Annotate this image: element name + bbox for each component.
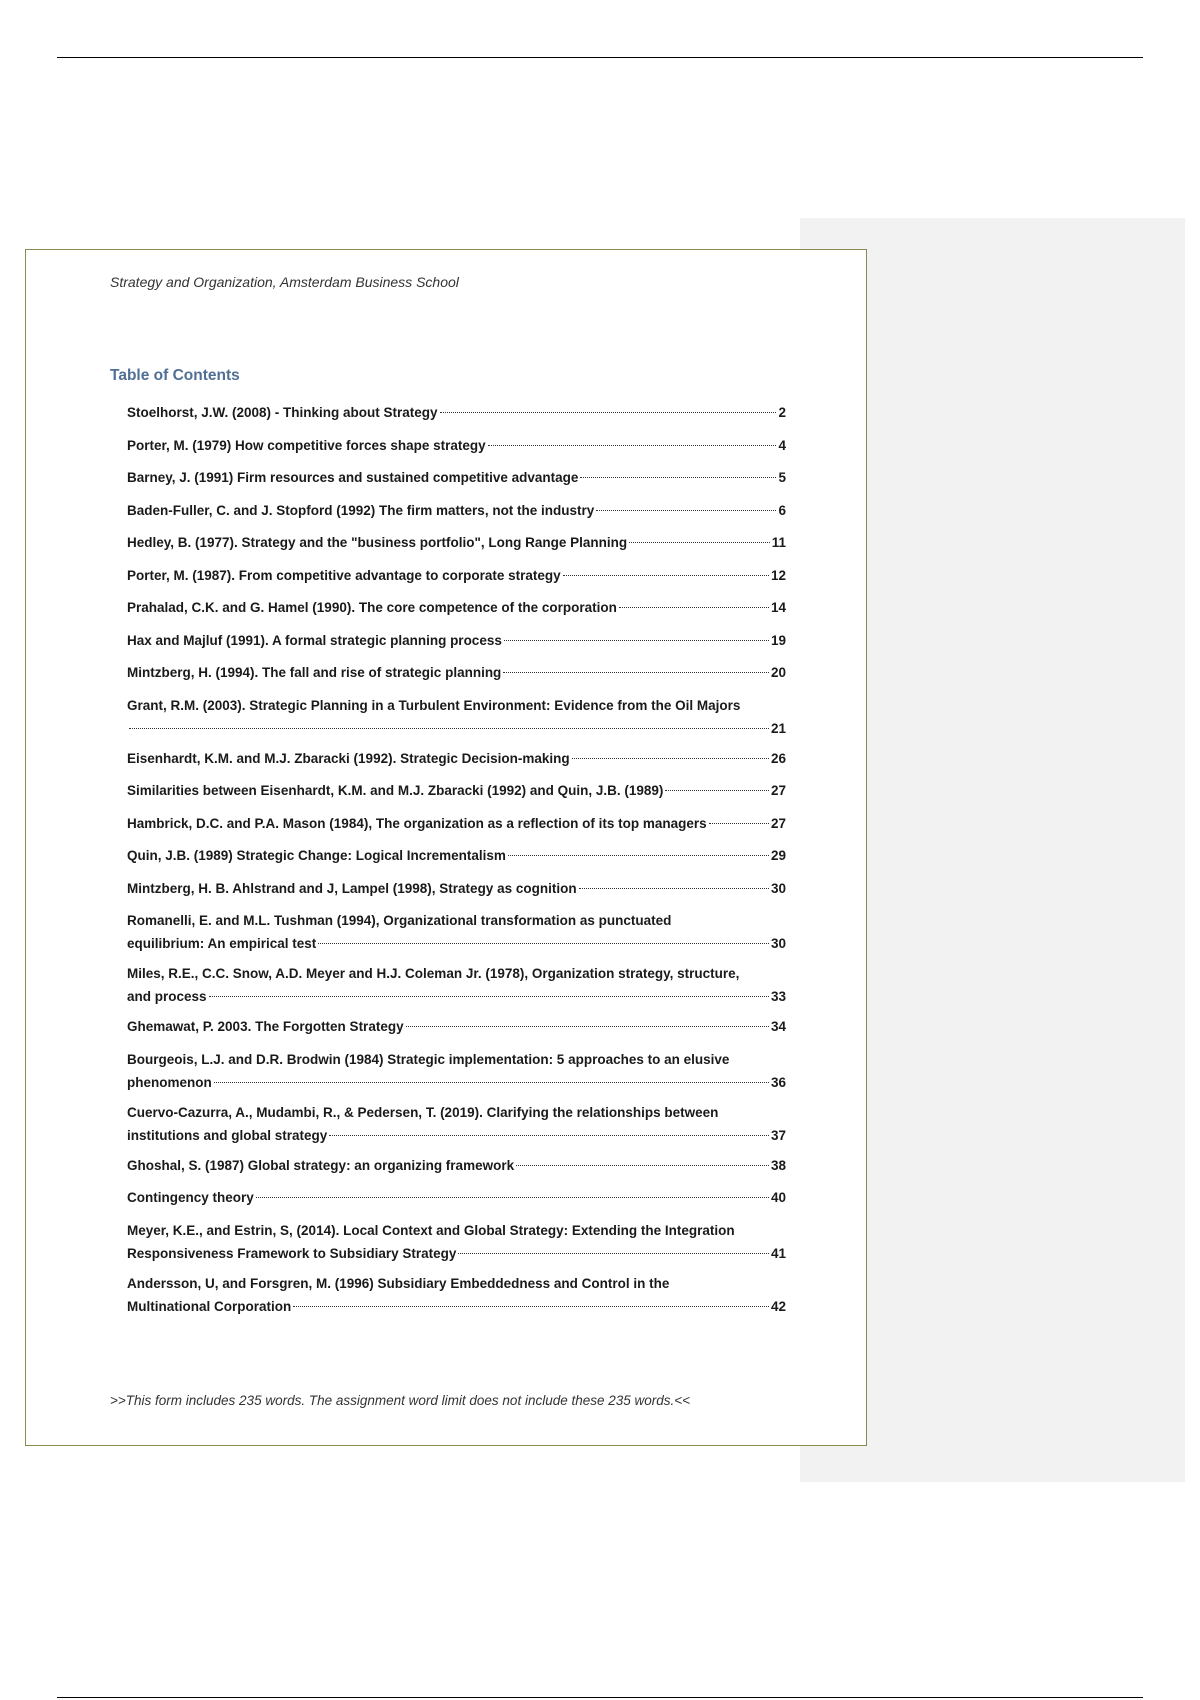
toc-entry-title: Responsiveness Framework to Subsidiary Strategy	[127, 1245, 457, 1261]
toc-entry-title: Hambrick, D.C. and P.A. Mason (1984), The organization as a reflection of its top managers	[127, 815, 707, 831]
toc-leader-dots	[318, 943, 769, 944]
toc-entry[interactable]	[127, 779, 786, 802]
toc-entry-line	[127, 844, 786, 867]
toc-page-number: 6	[778, 502, 786, 518]
toc-entry-line	[127, 466, 786, 489]
toc-leader-dots	[440, 412, 777, 413]
toc-leader-dots	[579, 888, 769, 889]
toc-leader-dots	[709, 823, 769, 824]
toc-entry-title-line1: Grant, R.M. (2003). Strategic Planning in a Turbulent Environment: Evidence from the Oil Majors	[127, 697, 741, 713]
toc-page-number: 14	[770, 600, 786, 615]
toc-entry-line	[127, 1015, 786, 1038]
toc-entry-line	[127, 779, 786, 802]
toc-entry[interactable]	[127, 596, 786, 619]
toc-entry-title: Prahalad, C.K. and G. Hamel (1990). The core competence of the corporation	[127, 600, 617, 615]
toc-entry-title-line1: Cuervo-Cazurra, A., Mudambi, R., & Pedersen, T. (2019). Clarifying the relationships between	[127, 1104, 719, 1120]
toc-page-number: 5	[778, 470, 786, 485]
toc-page-number: 11	[771, 535, 786, 550]
toc-page-number: 34	[770, 1019, 786, 1034]
toc-entry-title: Contingency theory	[127, 1190, 254, 1205]
toc-entry-title: and process	[127, 989, 207, 1004]
toc-leader-dots	[563, 575, 769, 576]
toc-title: Table of Contents	[110, 367, 240, 384]
toc-entry-title: phenomenon	[127, 1074, 212, 1090]
toc-entry[interactable]	[127, 1015, 786, 1038]
top-rule	[57, 57, 1143, 58]
toc-entry-line	[127, 629, 786, 652]
toc-leader-dots	[329, 1135, 769, 1136]
toc-entry-title: Porter, M. (1987). From competitive advantage to corporate strategy	[127, 567, 561, 583]
word-count-note: >>This form includes 235 words. The assignment word limit does not include these 235 words.<<	[110, 1393, 691, 1408]
toc-leader-dots	[504, 640, 769, 641]
toc-entry[interactable]	[127, 531, 786, 554]
toc-entry[interactable]	[127, 434, 786, 457]
toc-entry-title: Stoelhorst, J.W. (2008) - Thinking about Strategy	[127, 405, 438, 420]
toc-entry-title: Mintzberg, H. B. Ahlstrand and J, Lampel (1998), Strategy as cognition	[127, 880, 577, 896]
toc-entry-title-line1: Meyer, K.E., and Estrin, S, (2014). Local Context and Global Strategy: Extending the Integration	[127, 1222, 735, 1238]
toc-entry[interactable]	[127, 877, 786, 900]
toc-entry-line	[127, 1242, 786, 1265]
toc-entry-title: Baden-Fuller, C. and J. Stopford (1992) The firm matters, not the industry	[127, 502, 595, 518]
toc-entry-title: Eisenhardt, K.M. and M.J. Zbaracki (1992). Strategic Decision-making	[127, 750, 570, 766]
toc-list	[127, 401, 786, 1325]
toc-page-number: 4	[778, 437, 786, 453]
toc-page-number: 30	[770, 936, 786, 951]
toc-entry-title: equilibrium: An empirical test	[127, 936, 317, 951]
toc-entry[interactable]	[127, 564, 786, 587]
toc-entry-line	[127, 1186, 786, 1209]
toc-leader-dots	[488, 445, 777, 446]
toc-entry-title: Quin, J.B. (1989) Strategic Change: Logical Incrementalism	[127, 848, 506, 863]
toc-entry-title: institutions and global strategy	[127, 1127, 328, 1143]
toc-entry[interactable]	[127, 466, 786, 489]
toc-entry-line	[127, 1154, 786, 1177]
toc-entry-line	[127, 1071, 786, 1094]
toc-leader-dots	[129, 728, 769, 729]
toc-page-number: 30	[770, 880, 786, 896]
toc-entry-title-line1: Miles, R.E., C.C. Snow, A.D. Meyer and H.J. Coleman Jr. (1978), Organization strategy, structure,	[127, 966, 740, 981]
toc-page-number: 36	[770, 1074, 786, 1090]
toc-page-number: 20	[770, 665, 786, 680]
toc-entry-line	[127, 985, 786, 1008]
toc-leader-dots	[619, 607, 769, 608]
toc-entry[interactable]	[127, 1048, 786, 1094]
toc-page-number: 27	[770, 815, 786, 831]
toc-page-number: 42	[770, 1298, 786, 1314]
toc-entry[interactable]	[127, 1219, 786, 1265]
toc-entry-title: Similarities between Eisenhardt, K.M. and M.J. Zbaracki (1992) and Quin, J.B. (1989)	[127, 783, 664, 798]
running-header: Strategy and Organization, Amsterdam Business School	[110, 274, 459, 290]
toc-leader-dots	[508, 855, 769, 856]
toc-entry-title: Hax and Majluf (1991). A formal strategic planning process	[127, 632, 502, 648]
toc-entry[interactable]	[127, 661, 786, 684]
toc-page-number: 33	[770, 989, 786, 1004]
toc-entry-line	[127, 1295, 786, 1318]
toc-entry-title: Hedley, B. (1977). Strategy and the "business portfolio", Long Range Planning	[127, 535, 628, 550]
toc-entry-line	[127, 932, 786, 955]
toc-entry-line	[127, 812, 786, 835]
toc-leader-dots	[293, 1306, 769, 1307]
toc-entry[interactable]	[127, 747, 786, 770]
toc-leader-dots	[516, 1165, 769, 1166]
toc-entry-title-line1: Bourgeois, L.J. and D.R. Brodwin (1984) Strategic implementation: 5 approaches to an elusive	[127, 1051, 730, 1067]
toc-page-number: 12	[770, 567, 786, 583]
toc-leader-dots	[214, 1082, 769, 1083]
toc-entry-line	[127, 717, 786, 740]
toc-page-number: 2	[778, 405, 786, 420]
toc-entry-line	[127, 401, 786, 424]
toc-entry[interactable]	[127, 401, 786, 424]
toc-entry-title-line1: Romanelli, E. and M.L. Tushman (1994), Organizational transformation as punctuated	[127, 913, 672, 928]
toc-page-number: 27	[770, 783, 786, 798]
toc-entry-title-line1: Andersson, U, and Forsgren, M. (1996) Subsidiary Embeddedness and Control in the	[127, 1275, 670, 1291]
bottom-rule	[57, 1697, 1143, 1698]
toc-entry-title: Barney, J. (1991) Firm resources and sustained competitive advantage	[127, 470, 579, 485]
toc-page-number: 21	[770, 720, 786, 736]
toc-entry-title: Ghemawat, P. 2003. The Forgotten Strategy	[127, 1019, 404, 1034]
toc-leader-dots	[572, 758, 769, 759]
toc-entry[interactable]	[127, 499, 786, 522]
toc-page-number: 41	[770, 1245, 786, 1261]
toc-leader-dots	[580, 477, 776, 478]
toc-entry-line	[127, 596, 786, 619]
toc-entry-title: Porter, M. (1979) How competitive forces shape strategy	[127, 437, 486, 453]
toc-entry[interactable]	[127, 694, 786, 740]
toc-page-number: 26	[770, 750, 786, 766]
toc-entry[interactable]	[127, 1272, 786, 1318]
toc-page-number: 29	[770, 848, 786, 863]
toc-entry-title: Mintzberg, H. (1994). The fall and rise of strategic planning	[127, 665, 502, 680]
toc-page-number: 37	[770, 1127, 786, 1143]
toc-entry[interactable]	[127, 909, 786, 955]
toc-leader-dots	[665, 790, 769, 791]
toc-entry-line	[127, 1124, 786, 1147]
toc-leader-dots	[596, 510, 776, 511]
toc-entry[interactable]	[127, 629, 786, 652]
toc-entry-title: Multinational Corporation	[127, 1298, 292, 1314]
toc-page-number: 19	[770, 632, 786, 648]
toc-leader-dots	[406, 1026, 769, 1027]
toc-leader-dots	[503, 672, 769, 673]
toc-entry[interactable]	[127, 812, 786, 835]
toc-entry[interactable]	[127, 1186, 786, 1209]
toc-leader-dots	[256, 1197, 769, 1198]
toc-page-number: 38	[770, 1157, 786, 1173]
toc-entry[interactable]	[127, 962, 786, 1008]
toc-leader-dots	[629, 542, 770, 543]
toc-entry-line	[127, 499, 786, 522]
toc-entry-line	[127, 564, 786, 587]
toc-entry-line	[127, 531, 786, 554]
toc-leader-dots	[458, 1253, 769, 1254]
toc-leader-dots	[209, 996, 769, 997]
toc-entry[interactable]	[127, 1154, 786, 1177]
document-frame	[25, 249, 867, 1446]
toc-page-number: 40	[770, 1190, 786, 1205]
toc-entry[interactable]	[127, 844, 786, 867]
toc-entry-line	[127, 877, 786, 900]
toc-entry-line	[127, 661, 786, 684]
toc-entry[interactable]	[127, 1101, 786, 1147]
toc-entry-line	[127, 747, 786, 770]
toc-entry-title: Ghoshal, S. (1987) Global strategy: an organizing framework	[127, 1157, 515, 1173]
toc-entry-line	[127, 434, 786, 457]
